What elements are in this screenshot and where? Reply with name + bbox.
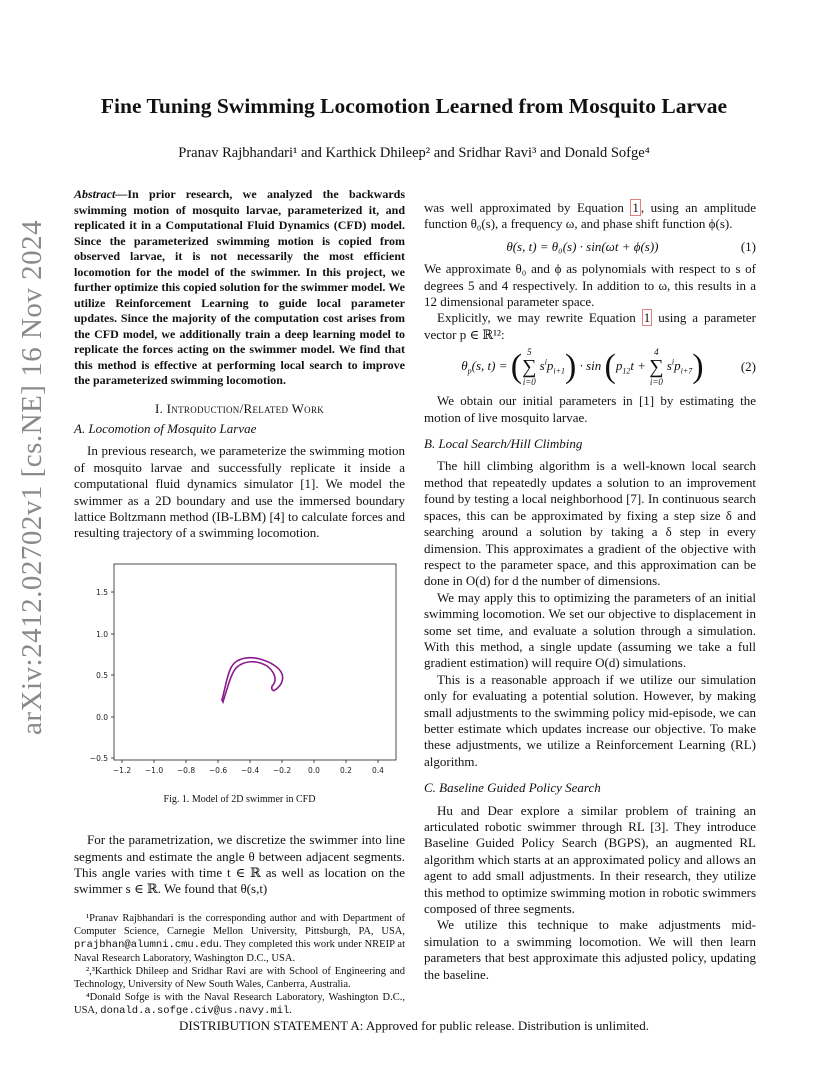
equation-1-link-2[interactable]: 1 xyxy=(643,310,651,326)
abstract-text: In prior research, we analyzed the backwards swimming motion of mosquito larvae, parameterized it, and replicated it in a Computational Fluid Dynamics (CFD) model. Since the parameterized swimming motion is copied from observed larvae, it is not necessarily the most efficient locomotion for the model of the swimmer. In this project, we further optimize this copied solution for the swimmer model. We utilize Reinforcement Learning to guide local parameter updates. Since the majority of the computation cost arises from the CFD model, we additionally train a deep learning model to replicate the forces acting on the swimmer model. We find that this method is effective at performing local search to improve the parameterized swimming locomotion. xyxy=(74,187,405,387)
x-tick-label: 0.4 xyxy=(372,765,384,775)
paragraph-hill-climbing: The hill climbing algorithm is a well-known local search method that repeatedly updates a solution to an improvement found by testing a local neighborhood [7]. In continuous search spaces, this can be approximated by fixing a step size δ and searching around a solution by taking a δ step in every dimension. This approximates a gradient of the objective with respect to the parameter space, and this approximation can be done in O(d) for d the number of dimensions. xyxy=(424,458,756,589)
paragraph-apply: We may apply this to optimizing the parameters of an initial swimming locomotion. We set our objective to displacement in some set time, and evaluate a solution through a simulation. With this method, a single update (assuming we take a full gradient estimation) will require O(d) simulations. xyxy=(424,589,756,671)
x-tick-label: 0.0 xyxy=(308,765,320,775)
footnote-4: ⁴Donald Sofge is with the Naval Research Laboratory, Washington D.C., USA, donald.a.sofge.civ@us.navy.mil. xyxy=(74,991,405,1017)
subsection-heading-c: C. Baseline Guided Policy Search xyxy=(424,780,601,796)
y-tick-label: 0.5 xyxy=(96,670,108,680)
y-tick-label: 1.0 xyxy=(96,629,108,639)
paper-title: Fine Tuning Swimming Locomotion Learned from Mosquito Larvae xyxy=(100,94,728,118)
equation-2-body: $\theta_p(s$, t) = ( 5 ∑ i=0 $s^ip_{i+1}) \cdot \sin (p_{12}t$ + 4 ∑ i=0 $s^ip_{i+7}$) xyxy=(461,347,704,388)
equation-1-number: (1) xyxy=(740,238,756,254)
paragraph-rewrite: Explicitly, we may rewrite Equation 1 using a parameter vector p ∈ ℝ¹²: xyxy=(424,310,756,342)
x-tick-label: −0.6 xyxy=(208,765,228,775)
email-link-rajbhandari[interactable]: prajbhan@alumni.cmu.edu xyxy=(74,938,219,951)
email-link-sofge[interactable]: donald.a.sofge.civ@us.navy.mil xyxy=(100,1004,290,1017)
arxiv-identifier: arXiv:2412.02702v1 [cs.NE] 16 Nov 2024 xyxy=(16,219,48,735)
footnote-1: ¹Pranav Rajbhandari is the corresponding author and with Department of Computer Science, Carnegie Mellon University, Pittsburgh, PA, USA, prajbhan@alumni.cmu.edu. They completed this work under NREIP at Naval Research Laboratory, Washington D.C., USA. xyxy=(74,912,405,964)
subsection-heading-b: B. Local Search/Hill Climbing xyxy=(424,436,583,452)
author-list: Pranav Rajbhandari¹ and Karthick Dhileep² and Sridhar Ravi³ and Donald Sofge⁴ xyxy=(178,145,650,161)
paragraph-reasonable: This is a reasonable approach if we utilize our simulation only for evaluating a potential solution. However, by making small adjustments to the swimming policy mid-episode, we can better estimate which updates increase our objective. To make these adjustments, we utilize a Reinforcement Learning (RL) algorithm. xyxy=(424,671,756,769)
paragraph-polynomials: We approximate θ₀ and ϕ as polynomials with respect to s of degrees 5 and 4 respectively. In addition to ω, this results in a 12 dimensional parameter space. xyxy=(424,261,756,310)
footnotes xyxy=(74,912,405,1018)
section-heading-introduction: I. Introduction/Related Work xyxy=(154,400,325,416)
footnote-2-3: ²,³Karthick Dhileep and Sridhar Ravi are with School of Engineering and Technology, University of New South Wales, Canberra, Australia. xyxy=(74,965,405,990)
paragraph-equation-intro: was well approximated by Equation 1 , using an amplitude function θ₀(s), a frequency ω, and phase shift function ϕ(s). xyxy=(424,200,756,232)
x-tick-label: −0.2 xyxy=(272,765,292,775)
paragraph-initial-params: We obtain our initial parameters in [1] by estimating the motion of live mosquito larvae. xyxy=(424,393,756,425)
paragraph-locomotion: In previous research, we parameterize the swimming motion of mosquito larvae and successfully replicate it inside a computational fluid dynamics simulator [1]. We model the swimmer as a 2D boundary and use the immersed boundary lattice Boltzmann method (IB-LBM) [4] to calculate forces and resulting trajectory of a swimming locomotion. xyxy=(74,443,405,541)
paragraph-utilize: We utilize this technique to make adjustments mid-simulation to a swimming locomotion. We will then learn parameters that best approximate this adjusted policy, updating the baseline. xyxy=(424,917,756,982)
y-tick-label: 1.5 xyxy=(96,587,108,597)
left-column xyxy=(74,187,405,1018)
equation-2 xyxy=(424,347,756,387)
equation-1-body: θ(s, t) = θ₀(s) · sin(ωt + ϕ(s)) xyxy=(506,238,659,254)
figure-1-caption: Fig. 1. Model of 2D swimmer in CFD xyxy=(163,793,316,805)
x-tick-label: 0.2 xyxy=(340,765,352,775)
subsection-heading-a: A. Locomotion of Mosquito Larvae xyxy=(74,420,257,436)
equation-2-number: (2) xyxy=(740,359,756,375)
right-column xyxy=(424,200,756,983)
x-tick-label: −1.2 xyxy=(112,765,132,775)
figure-1 xyxy=(74,556,405,786)
paragraph-bgps: Hu and Dear explore a similar problem of training an articulated robotic swimmer through RL [3]. They introduce Baseline Guided Policy Search (BGPS), an augmented RL algorithm which starts at an approximated policy and allows an agent to add small adjustments. In their research, they utilize this method to optimize swimming motion in robotic swimmers composed of three segments. xyxy=(424,802,756,917)
y-tick-label: 0.0 xyxy=(96,712,108,722)
y-tick-label: −0.5 xyxy=(89,753,108,763)
x-tick-label: −0.4 xyxy=(240,765,260,775)
equation-1-link[interactable]: 1 xyxy=(632,200,639,215)
abstract xyxy=(74,187,405,389)
equation-1 xyxy=(424,239,756,255)
paragraph-parametrization: For the parametrization, we discretize the swimmer into line segments and estimate the angle θ between adjacent segments. This angle varies with time t ∈ ℝ as well as location on the swimmer s ∈ ℝ. We found that θ(s,t) xyxy=(74,832,405,897)
x-tick-label: −0.8 xyxy=(176,765,196,775)
x-tick-label: −1.0 xyxy=(144,765,164,775)
abstract-label: Abstract— xyxy=(74,187,128,201)
swimmer-plot xyxy=(74,556,405,786)
distribution-statement: DISTRIBUTION STATEMENT A: Approved for public release. Distribution is unlimited. xyxy=(179,1018,649,1033)
